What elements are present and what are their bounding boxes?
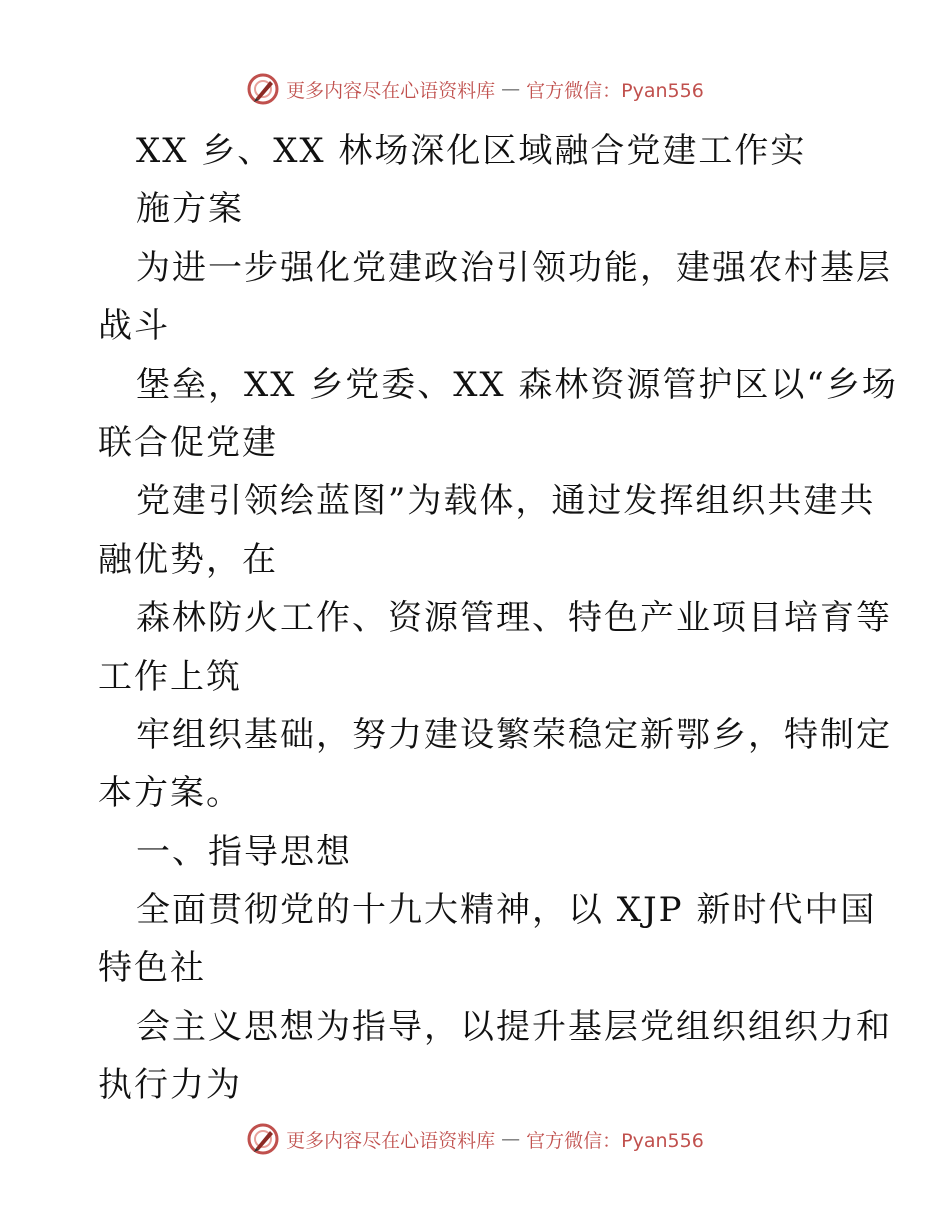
document-body	[98, 122, 898, 1115]
watermark-separator: —	[501, 1128, 521, 1150]
text-line: 战斗	[98, 306, 170, 347]
watermark-separator: —	[501, 78, 521, 100]
pen-logo-icon	[246, 72, 280, 106]
header-watermark	[0, 72, 950, 106]
watermark-label: 更多内容尽在心语资料库	[286, 1129, 496, 1152]
text-line: 牢组织基础，努力建设繁荣稳定新鄂乡，特制定	[136, 714, 892, 755]
text-line: 特色社	[98, 948, 206, 989]
pen-logo-icon	[246, 1122, 280, 1156]
footer-watermark	[0, 1122, 950, 1156]
text-line: 森林防火工作、资源管理、特色产业项目培育等	[136, 598, 892, 639]
text-line: 为进一步强化党建政治引领功能，建强农村基层	[136, 247, 892, 288]
text-line: 工作上筑	[98, 656, 242, 697]
text-line: XX 乡、XX 林场深化区域融合党建工作实	[136, 131, 807, 171]
text-line: 一、指导思想	[136, 831, 352, 872]
text-line: 会主义思想为指导，以提升基层党组织组织力和	[136, 1006, 892, 1047]
text-line: 党建引领绘蓝图”为载体，通过发挥组织共建共	[136, 481, 876, 522]
text-line: 堡垒，XX 乡党委、XX 森林资源管护区以“乡场	[136, 364, 898, 405]
watermark-wechat: 官方微信：Pyan556	[526, 79, 704, 102]
text-line: 联合促党建	[98, 422, 278, 463]
text-line: 全面贯彻党的十九大精神，以 XJP 新时代中国	[136, 890, 877, 931]
watermark-wechat: 官方微信：Pyan556	[526, 1129, 704, 1152]
text-line: 本方案。	[98, 773, 242, 814]
text-line: 执行力为	[98, 1065, 242, 1106]
text-line: 融优势，在	[98, 539, 278, 580]
watermark-label: 更多内容尽在心语资料库	[286, 79, 496, 102]
text-line: 施方案	[136, 189, 244, 230]
